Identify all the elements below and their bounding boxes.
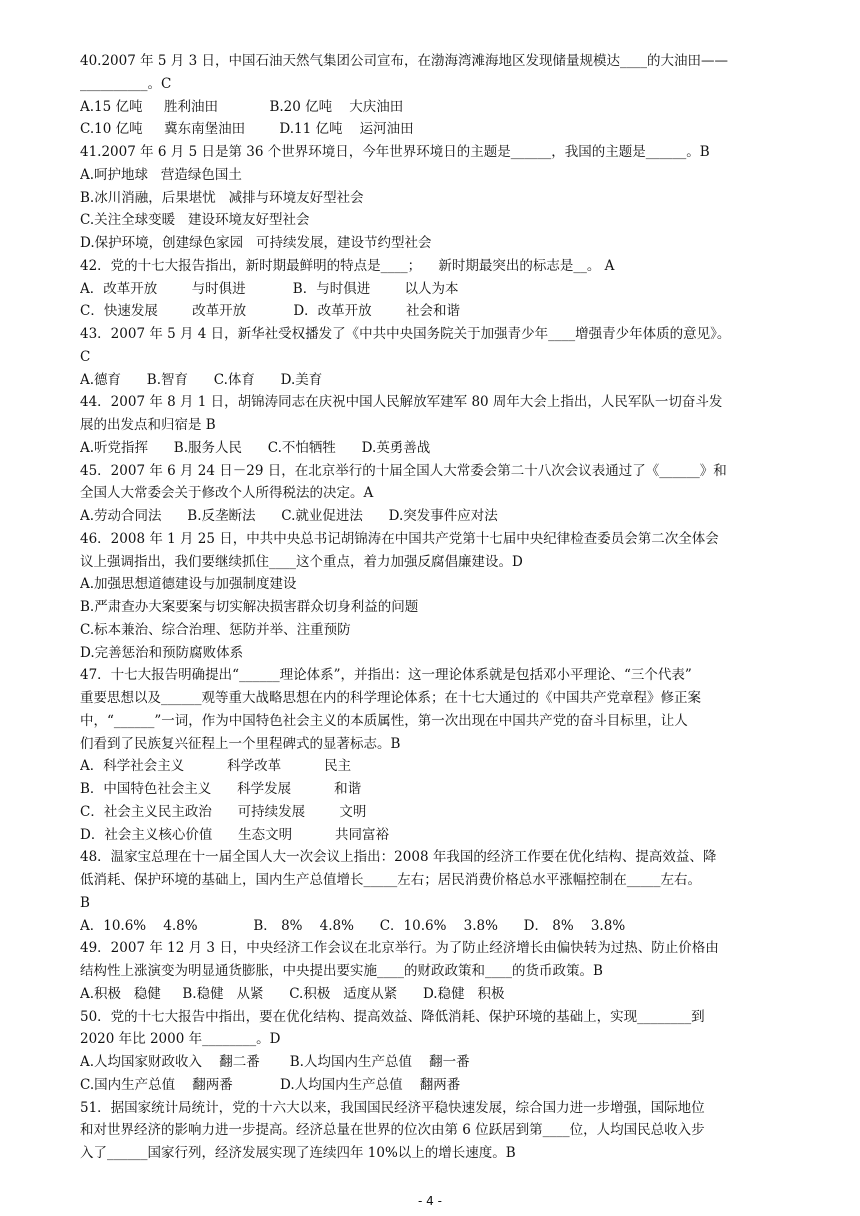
line-50-q: 50．党的十七大报告中指出，要在优化结构、提高效益、降低消耗、保护环境的基础上，实现________到 [80,1008,705,1025]
line-40-q: 40.2007 年 5 月 3 日，中国石油天然气集团公司宣布，在渤海湾滩海地区发现储量规模达____的大油田—— [80,53,728,69]
line-46-q-cont: 议上强调指出，我们要继续抓住____这个重点，着力加强反腐倡廉建设。D [80,553,523,570]
line-40-q-cont: __________。C [80,75,172,92]
line-50-q-cont: 2020 年比 2000 年________。D [80,1031,281,1048]
line-50-opt-cd: C.国内生产总值 翻两番 D.人均国内生产总值 翻两番 [80,1076,461,1093]
document-body [80,50,780,1165]
line-47-q-cont-1: 重要思想以及______观等重大战略思想在内的科学理论体系；在十七大通过的《中国共产党章程》修正案 [80,690,701,706]
line-44-options: A.听党指挥 B.服务人民 C.不怕牺牲 D.英勇善战 [80,439,431,456]
line-50-opt-ab: A.人均国家财政收入 翻二番 B.人均国内生产总值 翻一番 [80,1054,470,1070]
line-42-q: 42．党的十七大报告指出，新时期最鲜明的特点是____； 新时期最突出的标志是__。 A [80,257,615,274]
line-46-opt-d: D.完善惩治和预防腐败体系 [80,644,244,661]
line-47-opt-c: C．社会主义民主政治 可持续发展 文明 [80,803,367,820]
line-45-q: 45．2007 年 6 月 24 日－29 日，在北京举行的十届全国人大常委会第二十八次会议表通过了《______》和 [80,462,727,479]
line-42-opt-ab: A．改革开放 与时俱进 B．与时俱进 以人为本 [80,280,459,297]
line-41-opt-c: C.关注全球变暖 建设环境友好型社会 [80,212,310,229]
line-40-opt-ab: A.15 亿吨 胜利油田 B.20 亿吨 大庆油田 [80,98,404,115]
line-46-q: 46．2008 年 1 月 25 日，中共中央总书记胡锦涛在中国共产党第十七届中央纪律检查委员会第二次全体会 [80,530,719,547]
line-48-q-cont: 低消耗、保护环境的基础上，国内生产总值增长_____左右；居民消费价格总水平涨幅控制在_____左右。 [80,872,701,888]
line-43-q: 43．2007 年 5 月 4 日，新华社受权播发了《中共中央国务院关于加强青少年____增强青少年体质的意见》。 [80,326,731,342]
line-44-q-cont: 展的出发点和归宿是 B [80,417,216,433]
line-40-opt-cd: C.10 亿吨 冀东南堡油田 D.11 亿吨 运河油田 [80,121,414,138]
line-48-answer: B [80,894,90,911]
line-46-opt-a: A.加强思想道德建设与加强制度建设 [80,576,297,593]
line-41-opt-a: A.呵护地球 营造绿色国土 [80,166,242,183]
line-47-opt-a: A．科学社会主义 科学改革 民主 [80,758,352,775]
line-47-opt-b: B．中国特色社会主义 科学发展 和谐 [80,781,362,797]
line-47-q-cont-2: 中，“______”一词，作为中国特色社会主义的本质属性，第一次出现在中国共产党的奋斗目标里，让人 [80,712,688,729]
line-43-options: A.德育 B.智育 C.体育 D.美育 [80,371,323,388]
line-49-options: A.积极 稳健 B.稳健 从紧 C.积极 适度从紧 D.稳健 积极 [80,985,505,1002]
line-47-q: 47．十七大报告明确提出“______理论体系”，并指出：这一理论体系就是包括邓小平理论、“三个代表” [80,667,692,684]
line-51-q-cont-2: 入了______国家行列，经济发展实现了连续四年 10%以上的增长速度。B [80,1145,516,1161]
line-48-options: A．10.6% 4.8% B． 8% 4.8% C．10.6% 3.8% D． 8% 3.8% [80,917,626,934]
line-51-q-cont-1: 和对世界经济的影响力进一步提高。经济总量在世界的位次由第 6 位跃居到第____位，人均国民总收入步 [80,1122,705,1139]
line-49-q-cont: 结构性上涨演变为明显通货膨胀，中央提出要实施____的财政政策和____的货币政策。B [80,963,603,979]
line-48-q: 48．温家宝总理在十一届全国人大一次会议上指出：2008 年我国的经济工作要在优化结构、提高效益、降 [80,849,717,866]
line-46-opt-b: B.严肃查办大案要案与切实解决损害群众切身利益的问题 [80,599,419,615]
line-42-opt-cd: C．快速发展 改革开放 D．改革开放 社会和谐 [80,303,461,320]
line-41-opt-d: D.保护环境，创建绿色家园 可持续发展，建设节约型社会 [80,235,432,251]
line-47-opt-d: D．社会主义核心价值 生态文明 共同富裕 [80,826,389,843]
line-45-options: A.劳动合同法 B.反垄断法 C.就业促进法 D.突发事件应对法 [80,508,498,524]
line-51-q: 51．据国家统计局统计，党的十六大以来，我国国民经济平稳快速发展，综合国力进一步增强，国际地位 [80,1099,705,1116]
line-43-answer: C [80,348,91,365]
line-47-q-cont-3: 们看到了民族复兴征程上一个里程碑式的显著标志。B [80,735,401,752]
line-41-opt-b: B.冰川消融，后果堪忧 减排与环境友好型社会 [80,189,364,206]
page-number: - 4 - [418,1194,442,1208]
line-44-q: 44．2007 年 8 月 1 日，胡锦涛同志在庆祝中国人民解放军建军 80 周年大会上指出，人民军队一切奋斗发 [80,394,723,411]
line-41-q: 41.2007 年 6 月 5 日是第 36 个世界环境日，今年世界环境日的主题是______，我国的主题是______。B [80,144,710,160]
line-49-q: 49．2007 年 12 月 3 日，中央经济工作会议在北京举行。为了防止经济增长由偏快转为过热、防止价格由 [80,940,719,957]
line-45-q-cont: 全国人大常委会关于修改个人所得税法的决定。A [80,485,374,502]
line-46-opt-c: C.标本兼治、综合治理、惩防并举、注重预防 [80,621,351,638]
